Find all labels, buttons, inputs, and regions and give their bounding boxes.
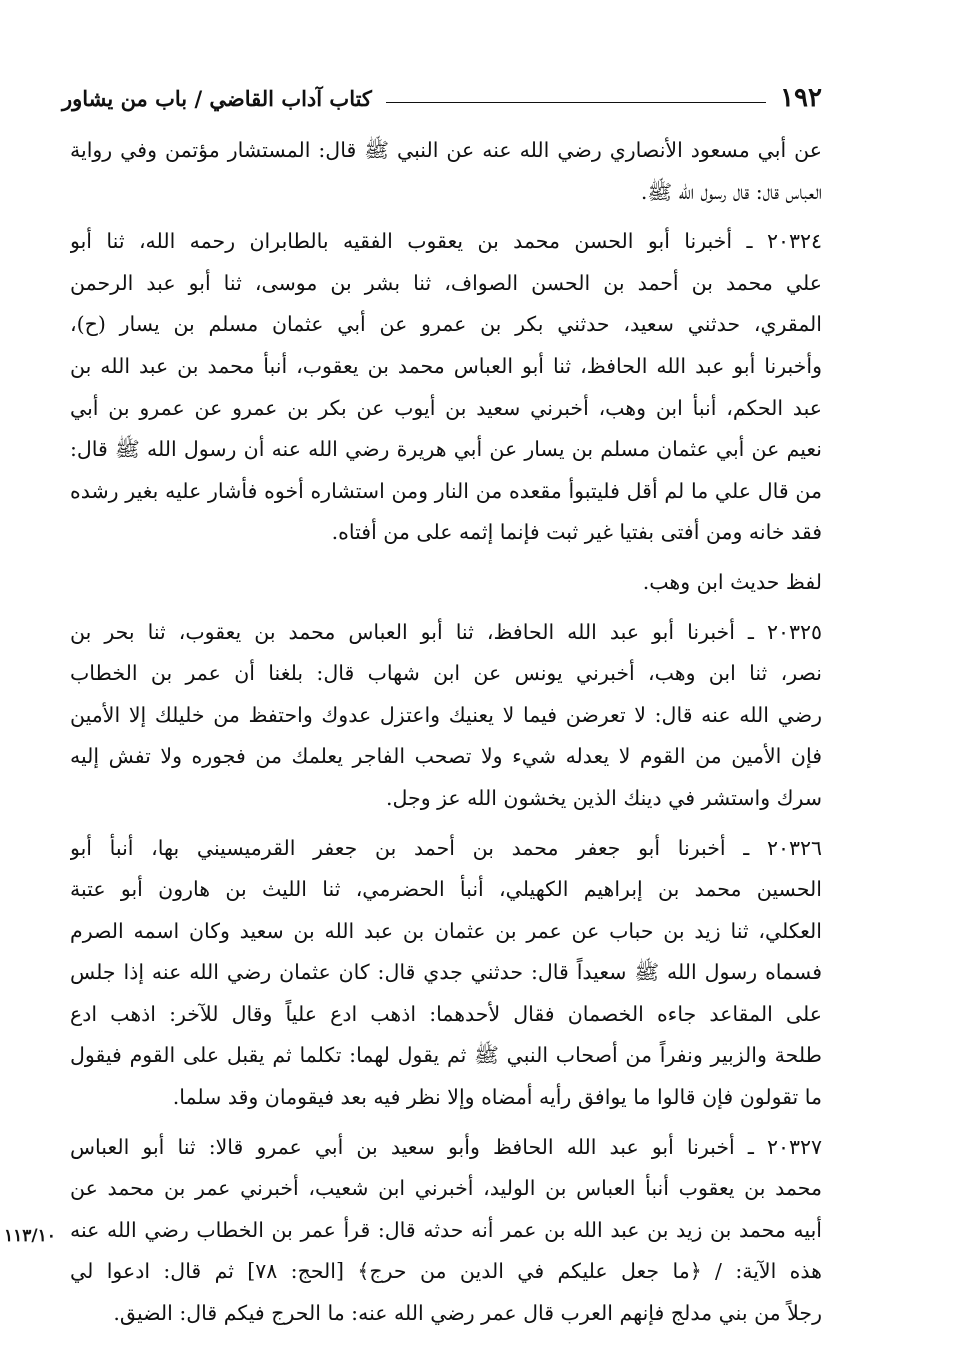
text-line: من قال علي ما لم أقل فليتبوأ مقعده من النار ومن استشاره أخوه فأشار عليه بغير رشده xyxy=(70,478,822,503)
text-line: نعيم عن أبي عثمان مسلم بن يسار عن أبي هريرة رضي الله عنه أن رسول الله ﷺ قال: xyxy=(70,437,822,462)
text-line: طلحة والزبير ونفراً من أصحاب النبي ﷺ ثم يقول لهما: تكلما ثم يقبل على القوم فيقول xyxy=(70,1043,822,1068)
text-line: ٢٠٣٢٧ ـ أخبرنا أبو عبد الله الحافظ وأبو سعيد بن أبي عمرو قالا: ثنا أبو العباس xyxy=(70,1134,822,1159)
paragraph xyxy=(70,828,822,1119)
paragraph-gap xyxy=(70,604,822,612)
paragraph xyxy=(70,1127,822,1335)
text-line: على المقاعد جاءه الخصمان فقال لأحدهما: اذهب ادع علياً وقال للآخر: اذهب ادع xyxy=(70,1001,822,1026)
paragraph xyxy=(70,562,822,604)
text-line: فقد خانه ومن أفتى بفتيا غير ثبت فإنما إثمه على من أفتاه. xyxy=(331,520,822,545)
text-line: فسماه رسول الله ﷺ سعيداً قال: حدثني جدي قال: كان عثمان رضي الله عنه إذا جلس xyxy=(70,960,822,985)
paragraph-gap xyxy=(70,213,822,221)
margin-note: ١١٣/١٠ xyxy=(4,1226,56,1246)
text-line: العباس قال: قال رسول الله ﷺ. xyxy=(640,179,822,204)
text-line: ٢٠٣٢٦ ـ أخبرنا أبو جعفر محمد بن أحمد بن جعفر القرميسيني بها، أنبأ أبو xyxy=(70,835,822,860)
paragraph xyxy=(70,221,822,554)
paragraph-gap xyxy=(70,1119,822,1127)
running-title: كتاب آداب القاضي / باب من يشاور xyxy=(62,85,372,111)
page-body xyxy=(70,130,822,1335)
text-line: ما تقولون فإن قالوا ما يوافق رأيه أمضاه وإلا نظر فيه بعد فيقومان وقد سلما. xyxy=(172,1085,822,1110)
text-line: المقري، حدثني سعيد، حدثني بكر بن عمرو عن أبي عثمان مسلم بن يسار (ح)، xyxy=(70,312,822,337)
header-rule xyxy=(386,102,766,103)
text-line: وأخبرنا أبو عبد الله الحافظ، ثنا أبو العباس محمد بن يعقوب، أنبأ محمد بن عبد الله بن xyxy=(70,353,822,378)
page-header xyxy=(62,78,822,118)
text-line: رضي الله عنه قال: لا تعرضن فيما لا يعنيك واعتزل عدوك واحتفظ من خليلك إلا الأمين xyxy=(70,702,822,727)
text-line: لفظ حديث ابن وهب. xyxy=(642,569,822,594)
text-line: هذه الآية: / ﴿ما جعل عليكم في الدين من حرج﴾ [الحج: ٧٨] ثم قال: ادعوا لي xyxy=(70,1259,822,1284)
text-line: فإن الأمين من القوم لا يعدله شيء ولا تصحب الفاجر يعلمك من فجوره ولا تفش إليه xyxy=(70,744,822,769)
text-line: عبد الحكم، أنبأ ابن وهب، أخبرني سعيد بن أيوب عن بكر بن عمرو عن عمرو بن أبي xyxy=(70,395,822,420)
paragraph xyxy=(70,612,822,820)
text-line: الحسين محمد بن إبراهيم الكهيلي، أنبأ الحضرمي، ثنا الليث بن هارون أبو عتبة xyxy=(70,877,822,902)
text-line: أبيه محمد بن زيد بن عبد الله بن عمر أنه حدثه قال: قرأ عمر بن الخطاب رضي الله عنه xyxy=(70,1217,822,1242)
text-line: نصر، ثنا ابن وهب، أخبرني يونس عن ابن شهاب قال: بلغنا أن عمر بن الخطاب xyxy=(70,661,822,686)
text-line: سرك واستشر في دينك الذين يخشون الله عز وجل. xyxy=(385,785,822,810)
text-line: عن أبي مسعود الأنصاري رضي الله عنه عن النبي ﷺ قال: المستشار مؤتمن وفي رواية xyxy=(70,138,822,162)
text-line: علي محمد بن أحمد بن الحسن الصواف، ثنا بشر بن موسى، ثنا أبو عبد الرحمن xyxy=(70,270,822,295)
paragraph-gap xyxy=(70,554,822,562)
text-line: ٢٠٣٢٤ ـ أخبرنا أبو الحسن محمد بن يعقوب الفقيه بالطابران رحمه الله، ثنا أبو xyxy=(70,229,822,254)
text-line: محمد بن يعقوب أنبأ العباس بن الوليد، أخبرني ابن شعيب، أخبرني عمر بن محمد عن xyxy=(70,1176,822,1201)
text-line: العكلي، ثنا زيد بن حباب عن عمر بن عثمان بن عبد الله بن سعيد وكان اسمه الصرم xyxy=(70,918,822,943)
text-line: رجلاً من بني مدلج فإنهم العرب قال عمر رضي الله عنه: ما الحرج فيكم قال: الضيق. xyxy=(113,1301,822,1326)
text-line: ٢٠٣٢٥ ـ أخبرنا أبو عبد الله الحافظ، ثنا أبو العباس محمد بن يعقوب، ثنا بحر بن xyxy=(70,619,822,644)
paragraph xyxy=(70,130,822,213)
page-number: ١٩٢ xyxy=(780,83,822,113)
paragraph-gap xyxy=(70,820,822,828)
